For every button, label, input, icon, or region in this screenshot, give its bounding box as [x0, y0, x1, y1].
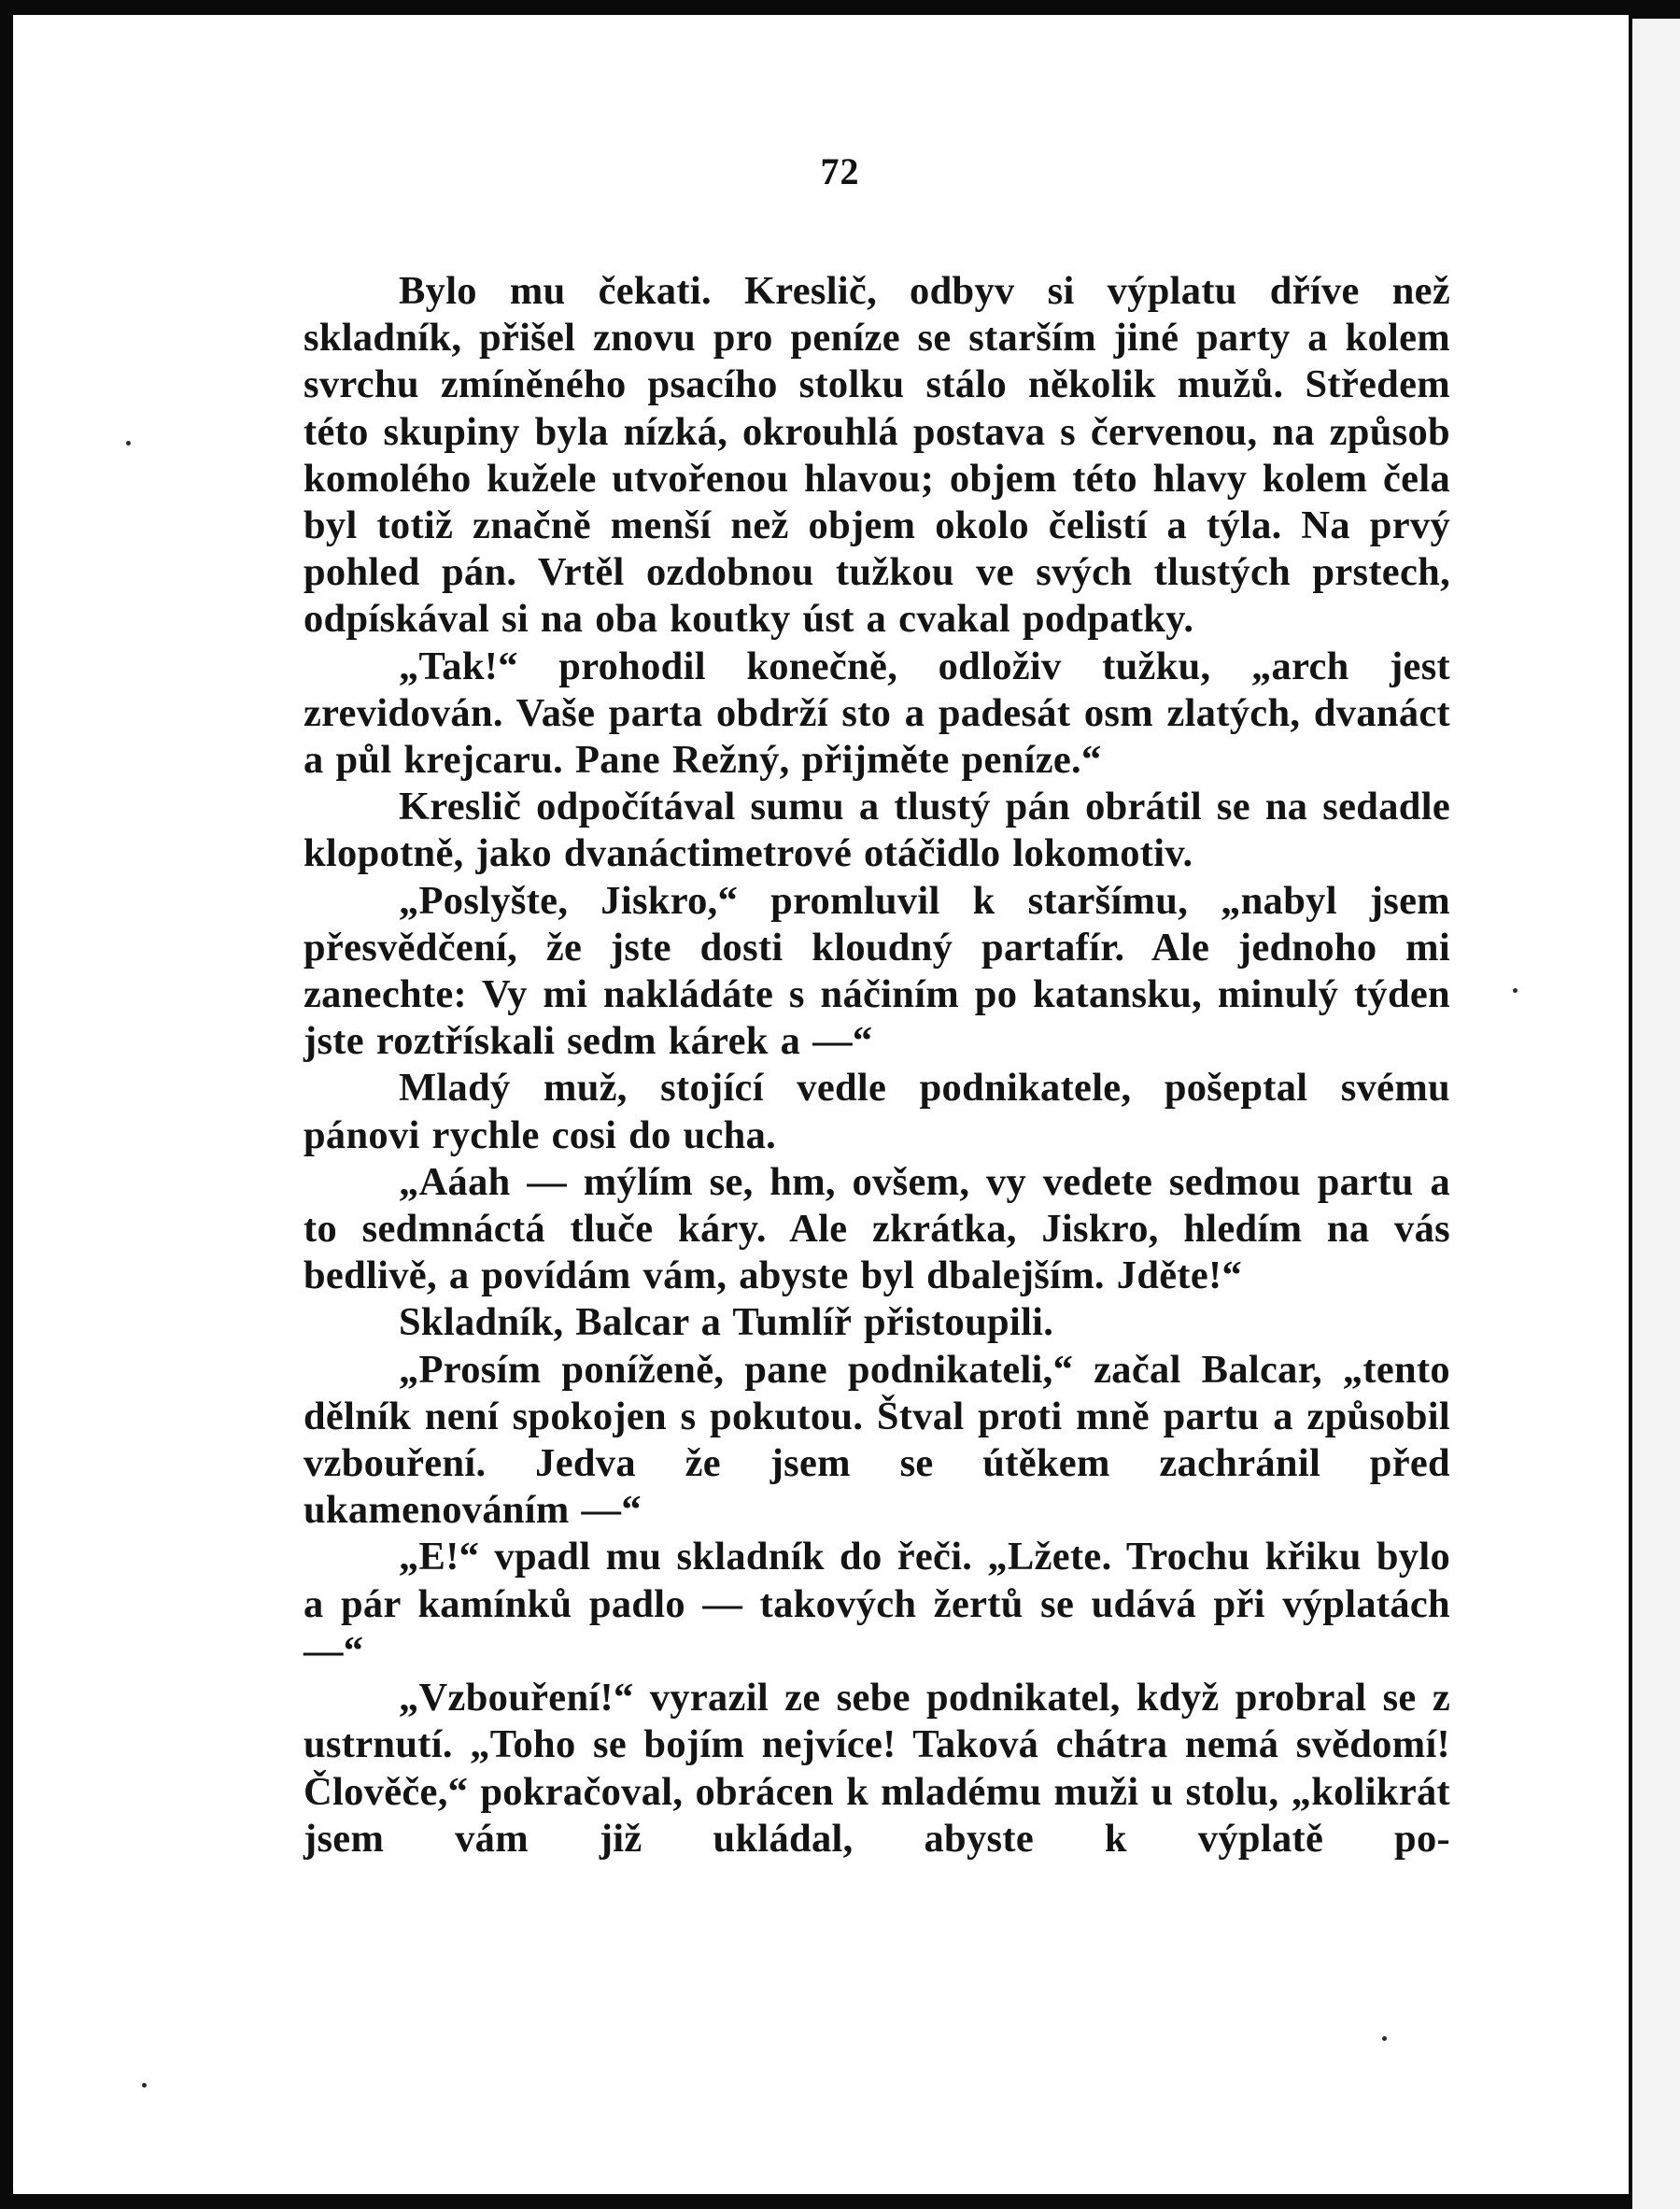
paragraph: Kreslič odpočítával sumu a tlustý pán obrátil se na sedadle klopotně, jako dvanáctimetrové otáčidlo lokomotiv.	[304, 785, 1450, 876]
paragraph: Bylo mu čekati. Kreslič, odbyv si výplatu dříve než skladník, přišel znovu pro peníze se starším jiné party a kolem svrchu zmíněného psacího stolku stálo několik mužů. Středem této skupiny byla nízká, okrouhlá postava s červenou, na způsob komolého kužele utvořenou hlavou; objem této hlavy kolem čela byl totiž značně menší než objem okolo čelistí a týla. Na prvý pohled pán. Vrtěl ozdobnou tužkou ve svých tlustých prstech, odpískával si na oba koutky úst a cvakal podpatky.	[304, 269, 1450, 642]
paragraph: „Vzbouření!“ vyrazil ze sebe podnikatel, když probral se z ustrnutí. „Toho se bojím nejvíce! Taková chátra nemá svědomí! Člověče,“ pokračoval, obrácen k mladému muži u stolu, „kolikrát jsem vám již ukládal, abyste k výplatě po-	[304, 1676, 1450, 1861]
body-text	[304, 268, 1450, 1862]
scan-speck	[1513, 988, 1518, 993]
scan-speck	[142, 2083, 147, 2088]
paragraph: Mladý muž, stojící vedle podnikatele, pošeptal svému pánovi rychle cosi do ucha.	[304, 1066, 1450, 1157]
page-number: 72	[820, 150, 860, 192]
paragraph: „Tak!“ prohodil konečně, odloživ tužku, „arch jest zrevidován. Vaše parta obdrží sto a padesát osm zlatých, dvanáct a půl krejcaru. Pane Režný, přijměte peníze.“	[304, 644, 1450, 783]
paragraph: „E!“ vpadl mu skladník do řeči. „Lžete. Trochu křiku bylo a pár kamínků padlo — takových žertů se udává při výplatách —“	[304, 1535, 1450, 1673]
adjacent-page-edge	[1632, 19, 1680, 2209]
scan-speck	[1382, 2036, 1387, 2041]
scan-speck	[126, 441, 131, 446]
paragraph: Skladník, Balcar a Tumlíř přistoupili.	[399, 1300, 1054, 1345]
paragraph: „Prosím poníženě, pane podnikateli,“ začal Balcar, „tento dělník není spokojen s pokutou. Štval proti mně partu a způsobil vzbouření. Jedva že jsem se útěkem zachránil před ukamenováním —“	[304, 1347, 1450, 1533]
paragraph: „Aáah — mýlím se, hm, ovšem, vy vedete sedmou partu a to sedmnáctá tluče káry. Ale zkrátka, Jiskro, hledím na vás bedlivě, a povídám vám, abyste byl dbalejším. Jděte!“	[304, 1159, 1450, 1298]
paragraph: „Poslyšte, Jiskro,“ promluvil k staršímu, „nabyl jsem přesvědčení, že jste dosti kloudný partafír. Ale jednoho mi zanechte: Vy mi nakládáte s náčiním po katansku, minulý týden jste roztřískali sedm kárek a —“	[304, 878, 1450, 1064]
